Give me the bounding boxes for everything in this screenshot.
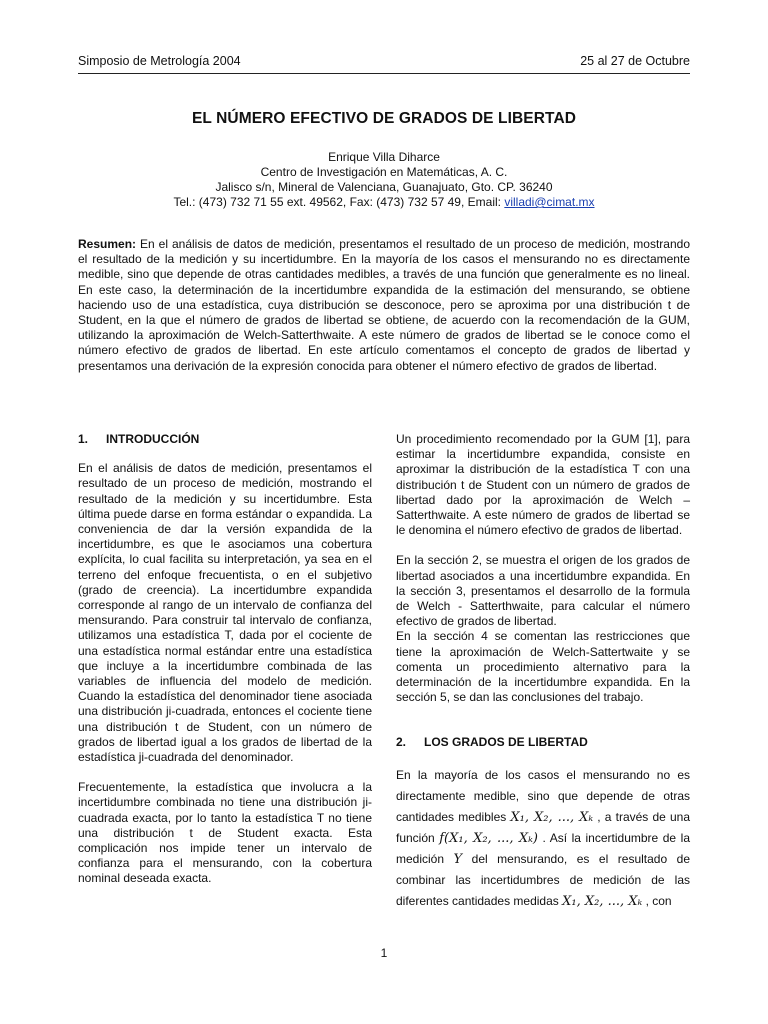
s2-text-3: . Así la incertidumbre de la medición (396, 830, 690, 866)
s2-math-function: f(X₁, X₂, ..., Xₖ) (439, 830, 538, 846)
section-1-title: INTRODUCCIÓN (106, 432, 200, 446)
header-conference: Simposio de Metrología 2004 (78, 54, 241, 68)
right-paragraph-3: En la sección 4 se comentan las restricciones que tiene la aproximación de Welch-Sattertwaite y se comenta un procedimiento alternativo para la determinación de la incertidumbre expandida. En la sección 5, se dan las conclusiones del trabajo. (396, 629, 690, 705)
section-1-paragraph-2: Frecuentemente, la estadística que involucra a la incertidumbre combinada no tiene una distribución ji-cuadrada exacta, por lo tanto la estadística T no tiene una distribución t de Student exacta. Esta complicación nos impide tener un intervalo de confianza para el mensurando, con la cobertura nominal deseada exacta. (78, 780, 372, 886)
author-institution: Centro de Investigación en Matemáticas, A. C. (260, 165, 508, 179)
s2-text-4: del mensurando, es el resultado de combinar las incertidumbres de medición de las diferentes cantidades medidas (396, 851, 690, 908)
page-number: 1 (380, 946, 388, 960)
section-1-heading (78, 432, 372, 447)
contact-text: Tel.: (473) 732 71 55 ext. 49562, Fax: (473) 732 57 49, Email: (173, 195, 505, 209)
author-block (78, 150, 690, 210)
s2-math-y: Y (453, 851, 463, 867)
author-contact (78, 195, 690, 210)
right-paragraph-1: Un procedimiento recomendado por la GUM [1], para estimar la incertidumbre expandida, consiste en aproximar la distribución de la estadística T con una distribución t de Student con un número de grados de libertad dado por la aproximación de Welch – Satterthwaite. A este número de grados de libertad se le denomina el número efectivo de grados de libertad. (396, 432, 690, 538)
s2-text-2: , a través de una función (396, 809, 691, 845)
section-2-heading (396, 735, 690, 750)
author-name: Enrique Villa Diharce (328, 150, 440, 164)
abstract-label: Resumen: (78, 237, 137, 251)
left-column (78, 432, 372, 902)
abstract (78, 237, 690, 374)
s2-math-variables-2: X₁, X₂, ..., Xₖ (562, 893, 643, 909)
section-2-number: 2. (396, 735, 407, 750)
s2-text-1: En la mayoría de los casos el mensurando no es directamente medible, sino que depende de otras cantidades medibles (396, 767, 690, 824)
section-2-paragraph (396, 765, 690, 912)
s2-math-variables: X₁, X₂, ..., Xₖ (510, 809, 594, 825)
header-rule (78, 73, 690, 74)
s2-text-5: , con (642, 893, 672, 908)
section-1-paragraph-1: En el análisis de datos de medición, presentamos el resultado de un proceso de medición, mostrando el resultado de la medición y su incertidumbre. Esta última puede darse en forma estándar o expandida. La conveniencia de dar la versión expandida de la incertidumbre, es que le asociamos una cobertura explícita, lo cual facilita su interpretación, ya sea en el terreno del enfoque frecuentista, o en el subjetivo (grado de creencia). La incertidumbre expandida corresponde al rango de un intervalo de confianza del mensurando. Para construir tal intervalo de confianza, utilizamos una estadística T, dada por el cociente de una estadística normal estándar entre una estadística que incluye a la incertidumbre combinada de las variables de influencia del modelo de medición. Cuando la estadística del denominador tiene asociada una distribución ji-cuadrada, entonces el cociente tiene una distribución t de Student, con un número de grados de libertad igual a los grados de libertad de la estadística ji-cuadrada del denominador. (78, 461, 372, 765)
author-address: Jalisco s/n, Mineral de Valenciana, Guanajuato, Gto. CP. 36240 (215, 180, 553, 194)
right-column (396, 432, 690, 927)
header-dates: 25 al 27 de Octubre (580, 54, 690, 68)
section-2-title: LOS GRADOS DE LIBERTAD (424, 735, 588, 750)
running-header (78, 54, 690, 72)
email-link[interactable]: villadi@cimat.mx (504, 195, 595, 209)
section-1-number: 1. (78, 432, 89, 446)
right-paragraph-2: En la sección 2, se muestra el origen de los grados de libertad asociados a una incertidumbre expandida. En la sección 3, presentamos el desarrollo de la formula de Welch - Satterthwaite, para calcular el número efectivo de grados de libertad. (396, 553, 690, 629)
abstract-text: En el análisis de datos de medición, presentamos el resultado de un proceso de medición, mostrando el resultado de la medición y su incertidumbre. En la mayoría de los casos el mensurando no es directamente medible, sino que depende de otras cantidades medibles, a través de una función que generalmente es no lineal. En este caso, la determinación de la incertidumbre expandida de la estimación del mensurando, se obtiene haciendo uso de una estadística, cuya distribución se desconoce, pero se aproxima por una distribución t de Student, en la que el número de grados de libertad se obtiene, de acuerdo con la recomendación de la GUM, utilizando la aproximación de Welch-Satterthwaite. A este número de grados de libertad se le conoce como el número efectivo de grados de libertad. En este artículo comentamos el concepto de grados de libertad y presentamos una derivación de la expresión conocida para obtener el número efectivo de grados de libertad. (78, 237, 690, 373)
paper-title: EL NÚMERO EFECTIVO DE GRADOS DE LIBERTAD (191, 110, 577, 127)
